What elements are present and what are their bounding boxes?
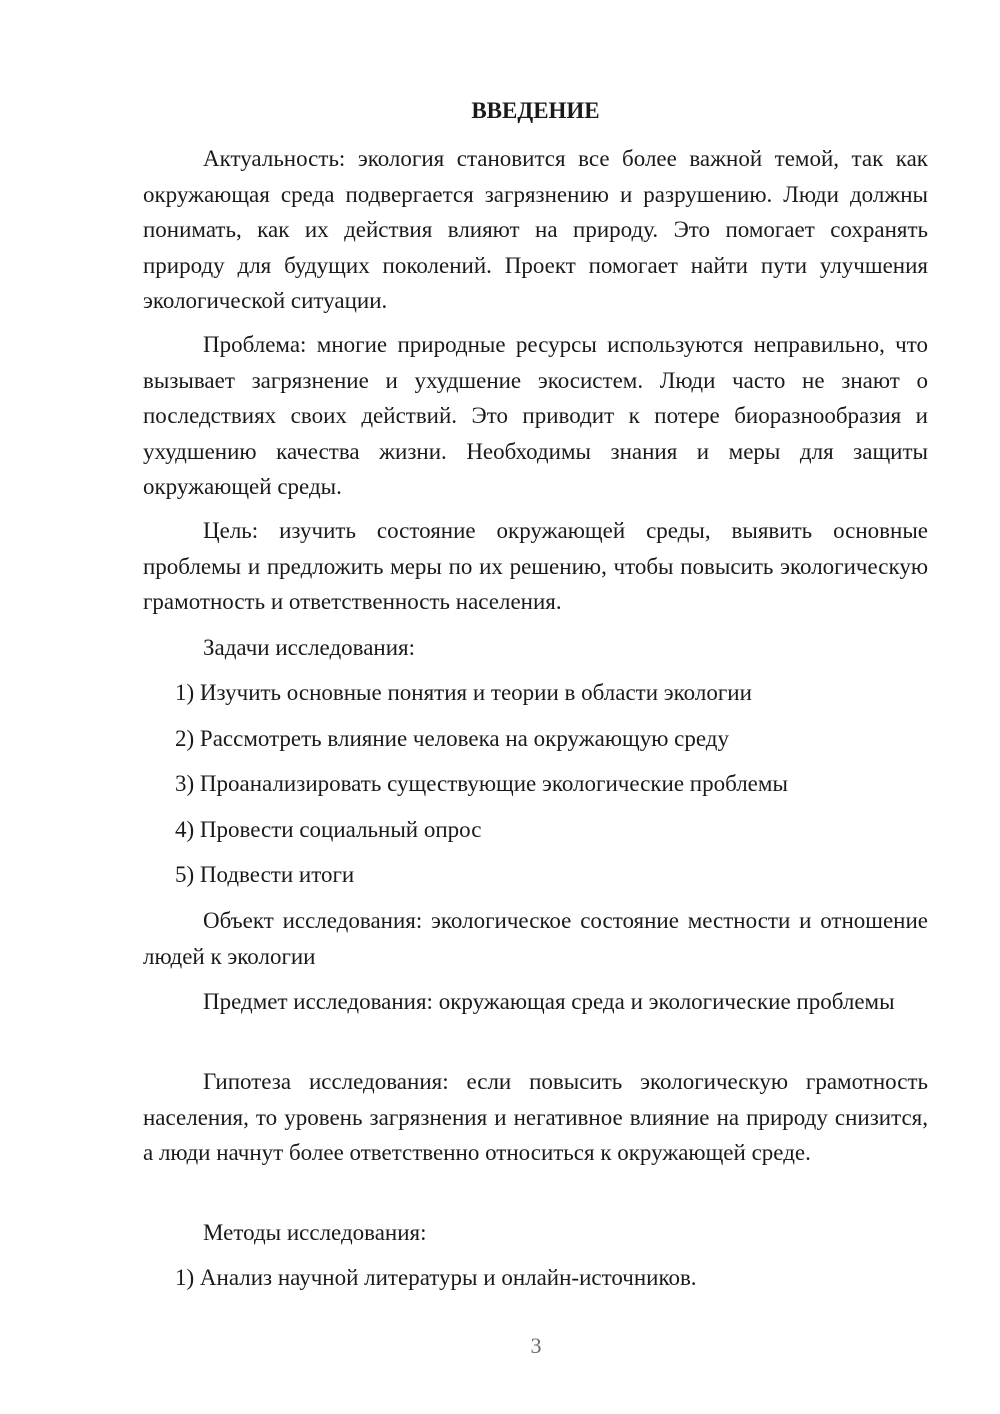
task-item: 3) Проанализировать существующие экологические проблемы xyxy=(175,771,788,796)
goal-paragraph: Цель: изучить состояние окружающей среды, выявить основные проблемы и предложить меры по их решению, чтобы повысить экологическую грамотность и ответственность населения. xyxy=(143,518,928,614)
hypothesis-paragraph: Гипотеза исследования: если повысить экологическую грамотность населения, то уровень загрязнения и негативное влияние на природу снизится, а люди начнут более ответственно относиться к окружающей среде. xyxy=(143,1069,928,1165)
task-item: 5) Подвести итоги xyxy=(175,862,355,887)
relevance-paragraph: Актуальность: экология становится все более важной темой, так как окружающая среда подвергается загрязнению и разрушению. Люди должны понимать, как их действия влияют на природу. Это помогает сохранять природу для будущих поколений. Проект помогает найти пути улучшения экологической ситуации. xyxy=(143,146,928,313)
page-number: 3 xyxy=(530,1333,542,1358)
section-heading: ВВЕДЕНИЕ xyxy=(471,98,600,123)
problem-paragraph: Проблема: многие природные ресурсы используются неправильно, что вызывает загрязнение и ухудшение экосистем. Люди часто не знают о последствиях своих действий. Это приводит к потере биоразнообразия и ухудшению качества жизни. Необходимы знания и меры для защиты окружающей среды. xyxy=(143,332,928,499)
task-item: 1) Изучить основные понятия и теории в области экологии xyxy=(175,680,752,705)
task-item: 4) Провести социальный опрос xyxy=(175,817,482,842)
method-item: 1) Анализ научной литературы и онлайн-источников. xyxy=(175,1265,697,1290)
methods-title: Методы исследования: xyxy=(203,1220,427,1245)
tasks-title: Задачи исследования: xyxy=(203,635,416,660)
task-item: 2) Рассмотреть влияние человека на окружающую среду xyxy=(175,726,729,751)
object-paragraph: Объект исследования: экологическое состояние местности и отношение людей к экологии xyxy=(143,908,928,969)
subject-paragraph: Предмет исследования: окружающая среда и экологические проблемы xyxy=(203,989,895,1014)
